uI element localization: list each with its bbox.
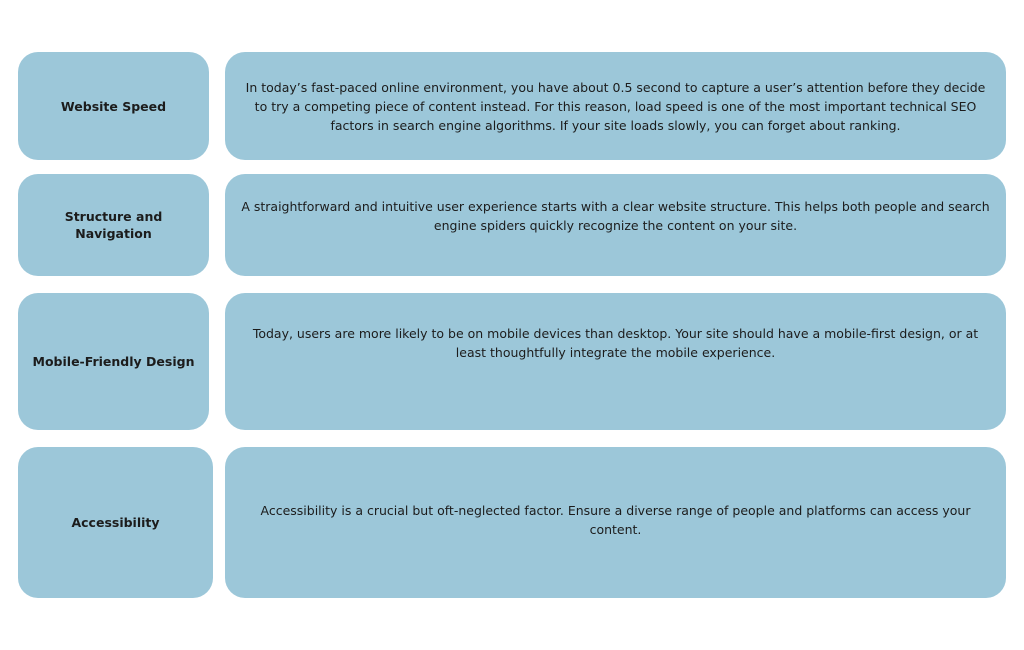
label-accessibility: Accessibility (18, 447, 213, 598)
desc-website-speed: In today’s fast-paced online environment, you have about 0.5 second to capture a user’s attention before they decide to try a competing piece of content instead. For this reason, load speed is one of the most important technical SEO factors in search engine algorithms. If your site loads slowly, you can forget about ranking. (225, 52, 1006, 160)
desc-accessibility: Accessibility is a crucial but oft-neglected factor. Ensure a diverse range of people and platforms can access your content. (225, 447, 1006, 598)
desc-mobile-friendly: Today, users are more likely to be on mobile devices than desktop. Your site should have a mobile-first design, or at least thoughtfully integrate the mobile experience. (225, 293, 1006, 430)
label-structure-navigation: Structure and Navigation (18, 174, 209, 276)
desc-structure-navigation: A straightforward and intuitive user experience starts with a clear website structure. This helps both people and search engine spiders quickly recognize the content on your site. (225, 174, 1006, 276)
label-mobile-friendly: Mobile-Friendly Design (18, 293, 209, 430)
label-website-speed: Website Speed (18, 52, 209, 160)
